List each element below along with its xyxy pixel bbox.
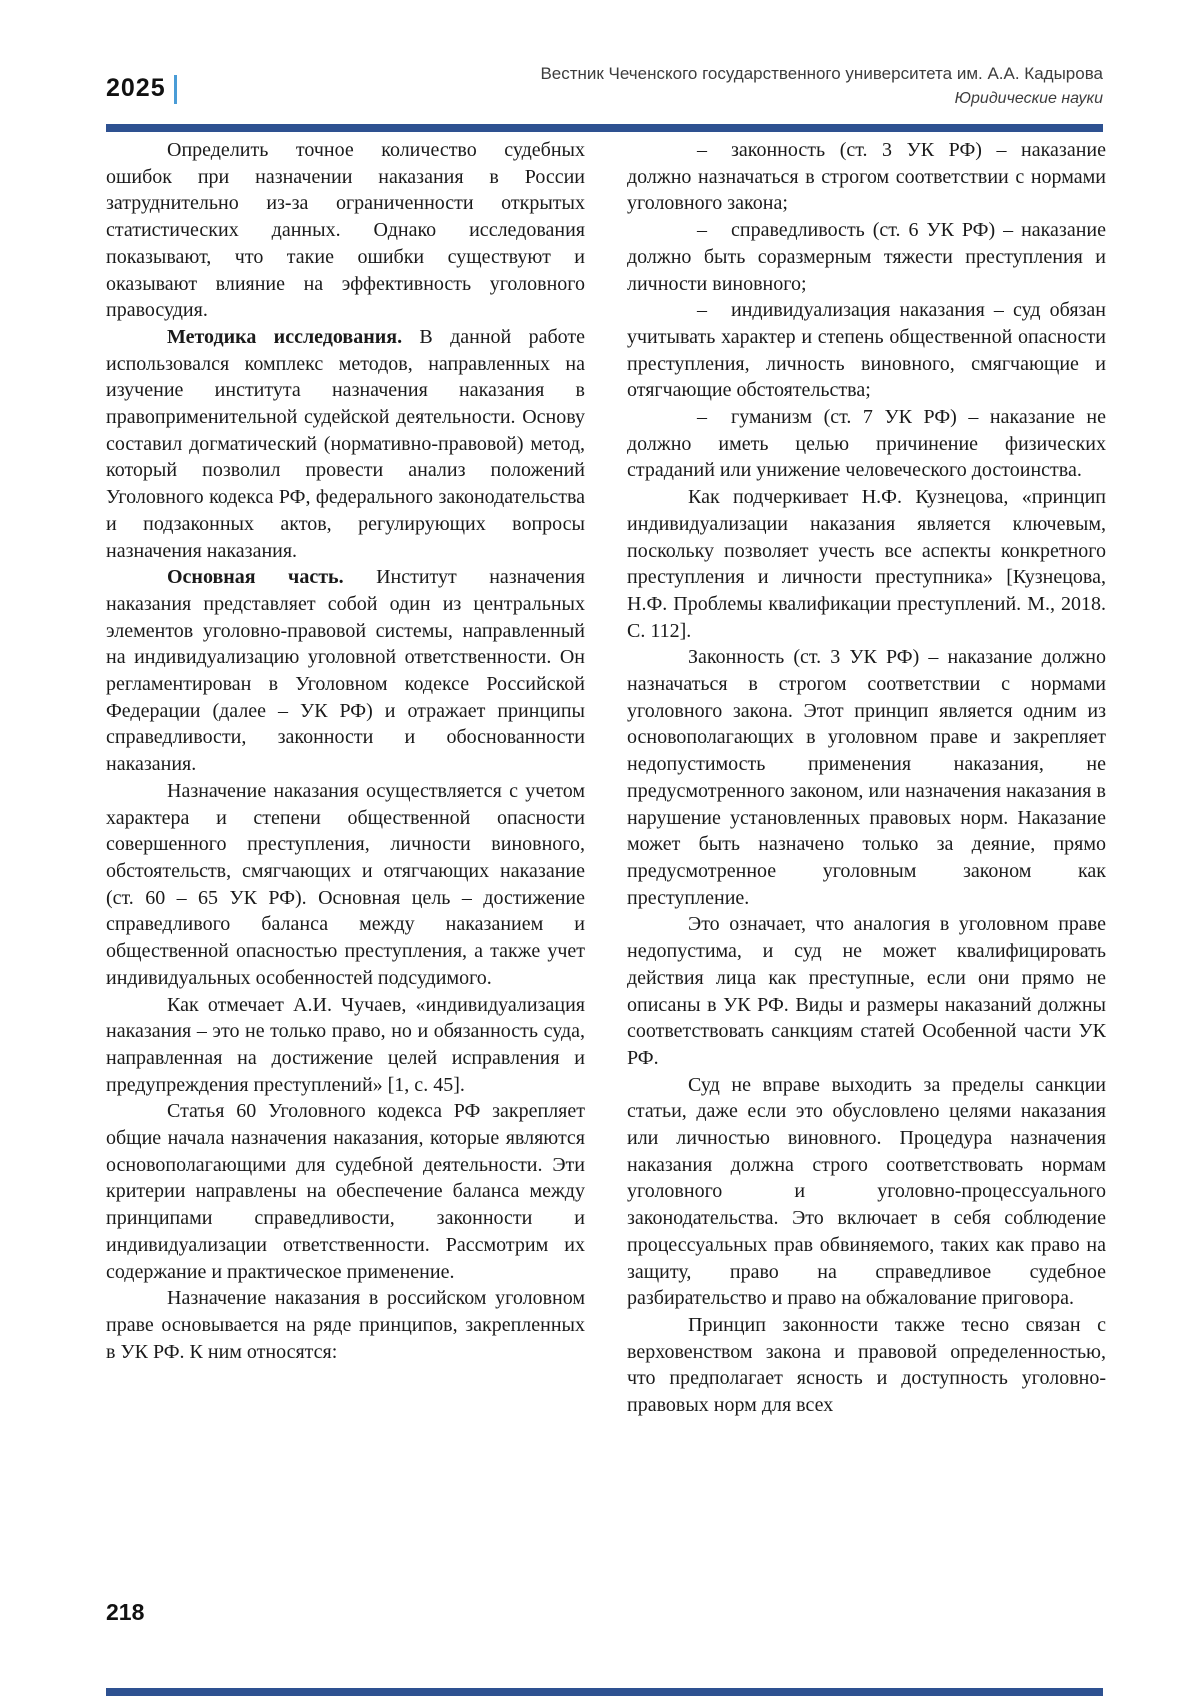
paragraph [106,778,585,992]
paragraph-text: Это означает, что аналогия в уголовном праве недопустима, и суд не может квалифицировать действия лица как преступные, если они прямо не описаны в УК РФ. Виды и размеры наказаний должны соответствовать санкциям статей Особенной части УК РФ. [627,913,1106,1069]
paragraph [106,1098,585,1285]
paragraph [106,137,585,324]
paragraph-text: Институт назначения наказания представляет собой один из центральных элементов уголовно-правовой системы, направленный на индивидуализацию уголовной ответственности. Он регламентирован в Уголовном кодексе Российской Федерации (далее – УК РФ) и отражает принципы справедливости, законности и обоснованности наказания. [106,566,585,776]
paragraph-text: Как отмечает А.И. Чучаев, «индивидуализация наказания – это не только право, но и обязанность суда, направленная на достижение целей исправления и предупреждения преступлений» [1, с. 45]. [106,993,585,1096]
paragraph-bold-lead: Основная часть. [167,566,344,589]
list-item [627,137,1106,217]
paragraph [106,992,585,1099]
paragraph-bold-lead: Методика исследования. [167,325,403,348]
paragraph [627,1072,1106,1312]
page-number: 218 [106,1599,145,1625]
paragraph [627,484,1106,644]
list-dash: – [697,219,707,242]
list-item [627,217,1106,297]
paragraph [106,564,585,778]
paragraph-text: Как подчеркивает Н.Ф. Кузнецова, «принцип индивидуализации наказания является ключевым, поскольку позволяет учесть все аспекты конкретного преступления и личности преступника» [Кузнецова, Н.Ф. Проблемы квалификации преступлений. М., 2018. С. 112]. [627,486,1106,642]
paragraph-text: Определить точное количество судебных ошибок при назначении наказания в России затруднительно из-за ограниченности открытых статистических данных. Однако исследования показывают, что такие ошибки существуют и оказывают влияние на эффективность уголовного правосудия. [106,139,585,322]
paragraph-text: Законность (ст. 3 УК РФ) – наказание должно назначаться в строгом соответствии с нормами уголовного закона. Этот принцип является одним из основополагающих в уголовном праве и закрепляет недопустимость применения наказания, не предусмотренного законом, или назначения наказания в нарушение установленных правовых норм. Наказание может быть назначено только за деяние, прямо предусмотренное уголовным законом как преступление. [627,646,1106,909]
paragraph-text: Назначение наказания в российском уголовном праве основывается на ряде принципов, закрепленных в УК РФ. К ним относятся: [106,1287,585,1363]
list-item [627,297,1106,404]
paragraph-text: гуманизм (ст. 7 УК РФ) – наказание не должно иметь целью причинение физических страданий или унижение человеческого достоинства. [627,406,1106,482]
paragraph [627,644,1106,911]
paragraph-text: Назначение наказания осуществляется с учетом характера и степени общественной опасности совершенного преступления, личности виновного, обстоятельств, смягчающих и отягчающих наказание (ст. 60 – 65 УК РФ). Основная цель – достижение справедливого баланса между наказанием и общественной опасностью преступления, а также учет индивидуальных особенностей подсудимого. [106,779,585,989]
list-dash: – [697,406,707,429]
paragraph [106,324,585,564]
journal-section-label: Юридические науки [954,90,1103,107]
header-year: 2025 [106,74,166,102]
right-column [627,137,1106,1419]
header-accent-bar [174,75,177,104]
paragraph [106,1285,585,1365]
footer-rule [106,1688,1103,1696]
header-rule [106,124,1103,132]
paragraph-text: Статья 60 Уголовного кодекса РФ закрепляет общие начала назначения наказания, которые являются основополагающими для судебной деятельности. Эти критерии направлены на обеспечение баланса между принципами справедливости, законности и индивидуализации ответственности. Рассмотрим их содержание и практическое применение. [106,1100,585,1283]
paragraph-text: В данной работе использовался комплекс методов, направленных на изучение института назначения наказания в правоприменительной судейской деятельности. Основу составил догматический (нормативно-правовой) метод, который позволил провести анализ положений Уголовного кодекса РФ, федерального законодательства и подзаконных актов, регулирующих вопросы назначения наказания. [106,325,586,562]
paragraph-text: законность (ст. 3 УК РФ) – наказание должно назначаться в строгом соответствии с нормами уголовного закона; [627,139,1106,215]
list-item [627,404,1106,484]
paragraph-text: Принцип законности также тесно связан с верховенством закона и правовой определенностью, что предполагает ясность и доступность уголовно-правовых норм для всех [627,1313,1106,1417]
paragraph-text: Суд не вправе выходить за пределы санкции статьи, даже если это обусловлено целями наказания или личностью виновного. Процедура назначения наказания должна строго соответствовать нормам уголовного и уголовно-процессуального законодательства. Это включает в себя соблюдение процессуальных прав обвиняемого, таких как право на защиту, право на справедливое судебное разбирательство и право на обжалование приговора. [627,1073,1106,1310]
list-dash: – [697,299,707,322]
left-column [106,137,585,1365]
paragraph [627,911,1106,1071]
journal-title: Вестник Чеченского государственного университета им. А.А. Кадырова [540,64,1103,83]
paragraph [627,1312,1106,1419]
list-dash: – [697,139,707,161]
paragraph-text: индивидуализация наказания – суд обязан учитывать характер и степень общественной опасности преступления, личность виновного, смягчающие и отягчающие обстоятельства; [627,299,1106,402]
paragraph-text: справедливость (ст. 6 УК РФ) – наказание должно быть соразмерным тяжести преступления и личности виновного; [627,219,1106,295]
